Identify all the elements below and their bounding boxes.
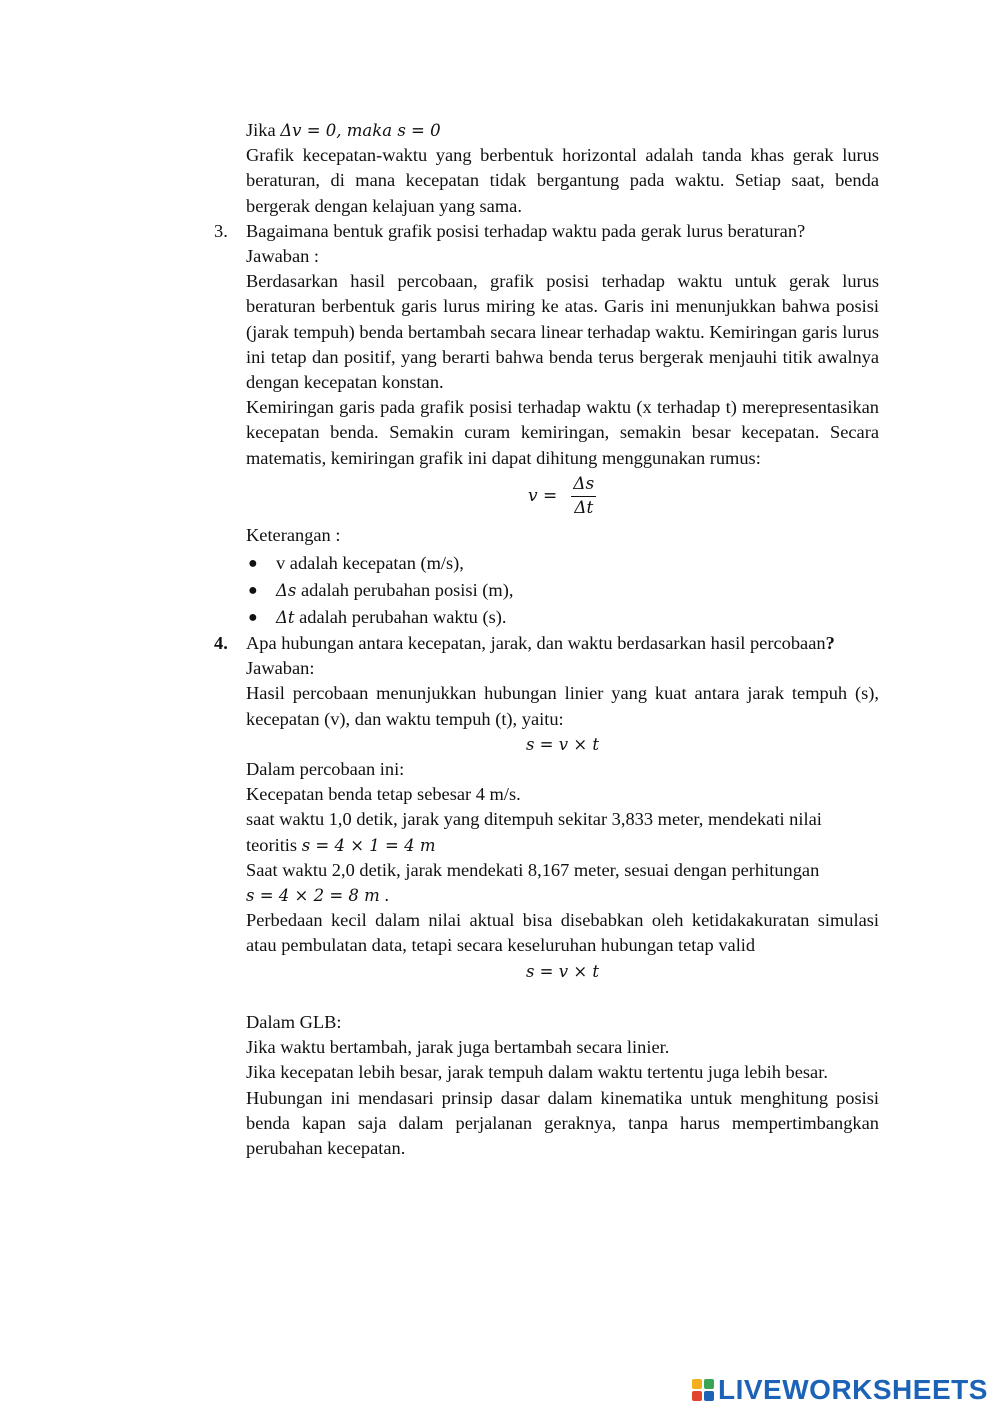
glb-conclusion: Hubungan ini mendasari prinsip dasar dalam kinematika untuk menghitung posisi benda kapan saja dalam perjalanan geraknya, tanpa harus mempertimbangkan perubahan kecepatan.	[246, 1087, 879, 1158]
keterangan-list	[246, 550, 879, 631]
list-item: ● Δs adalah perubahan posisi (m),	[246, 577, 879, 604]
question-4-number: 4.	[214, 633, 228, 654]
liveworksheets-logo	[692, 1374, 988, 1406]
graph-explanation: Grafik kecepatan-waktu yang berbentuk horizontal adalah tanda khas gerak lurus beraturan, di mana kecepatan tidak bergantung pada waktu. Setiap saat, benda bergerak dengan kelajuan yang sama.	[246, 145, 879, 216]
difference-explanation: Perbedaan kecil dalam nilai aktual bisa disebabkan oleh ketidakakuratan simulasi atau pembulatan data, tetapi secara keseluruhan hubungan tetap valid	[246, 910, 879, 956]
bullet-icon: ●	[248, 582, 258, 600]
formula-numerator: Δs	[573, 473, 595, 494]
glb-point-2: Jika kecepatan lebih besar, jarak tempuh dalam waktu tertentu juga lebih besar.	[246, 1062, 828, 1083]
glb-label: Dalam GLB:	[246, 1011, 342, 1032]
question-3-text: Bagaimana bentuk grafik posisi terhadap waktu pada gerak lurus beraturan?	[246, 220, 806, 241]
experiment-speed: Kecepatan benda tetap sebesar 4 m/s.	[246, 784, 521, 805]
question-4-text: Apa hubungan antara kecepatan, jarak, dan waktu berdasarkan hasil percobaan?	[246, 633, 835, 654]
glb-point-1: Jika waktu bertambah, jarak juga bertambah secara linier.	[246, 1037, 670, 1058]
condition-math: Δv = 0, maka s = 0	[280, 121, 441, 140]
experiment-t2: Saat waktu 2,0 detik, jarak mendekati 8,167 meter, sesuai dengan perhitungan	[246, 859, 820, 880]
question-4-answer-label: Jawaban:	[246, 658, 315, 679]
question-4-answer-para1: Hasil percobaan menunjukkan hubungan linier yang kuat antara jarak tempuh (s), kecepatan (v), dan waktu tempuh (t), yaitu:	[246, 683, 879, 729]
experiment-t1-theory: teoritis s = 4 × 1 = 4 m	[246, 834, 436, 855]
experiment-t2-theory: s = 4 × 2 = 8 m .	[246, 885, 389, 906]
list-item: ● v adalah kecepatan (m/s),	[246, 550, 879, 577]
bullet-icon: ●	[248, 555, 258, 573]
formula-s-v-t-2: s = v × t	[525, 961, 600, 981]
bullet-icon: ●	[248, 609, 258, 627]
question-3-number: 3.	[214, 220, 228, 241]
liveworksheets-logo-icon	[692, 1379, 714, 1401]
experiment-intro: Dalam percobaan ini:	[246, 759, 405, 780]
formula-fraction	[571, 473, 596, 520]
list-item: ● Δt adalah perubahan waktu (s).	[246, 604, 879, 631]
condition-line: Jika Δv = 0, maka s = 0	[246, 120, 441, 140]
question-3	[214, 219, 879, 631]
question-3-answer-para1: Berdasarkan hasil percobaan, grafik posisi terhadap waktu untuk gerak lurus beraturan berbentuk garis lurus miring ke atas. Garis ini menunjukkan bahwa posisi (jarak tempuh) benda bertambah secara linear terhadap waktu. Kemiringan garis lurus ini tetap dan positif, yang berarti bahwa benda terus bergerak menjauhi titik awalnya dengan kecepatan konstan.	[246, 271, 879, 393]
formula-s-v-t: s = v × t	[525, 734, 600, 754]
content-column	[214, 118, 879, 1161]
question-3-answer-label: Jawaban :	[246, 246, 320, 267]
formula-lhs: v =	[528, 485, 558, 506]
velocity-formula	[246, 471, 879, 523]
keterangan-label: Keterangan :	[246, 524, 341, 545]
question-4	[214, 631, 879, 1161]
question-3-answer-para2: Kemiringan garis pada grafik posisi terhadap waktu (x terhadap t) merepresentasikan kecepatan benda. Semakin curam kemiringan, semakin besar kecepatan. Secara matematis, kemiringan grafik ini dapat dihitung menggunakan rumus:	[246, 397, 879, 468]
logo-text: LIVEWORKSHEETS	[718, 1374, 988, 1405]
experiment-t1: saat waktu 1,0 detik, jarak yang ditempuh sekitar 3,833 meter, mendekati nilai	[246, 809, 822, 830]
formula-denominator: Δt	[574, 498, 594, 519]
